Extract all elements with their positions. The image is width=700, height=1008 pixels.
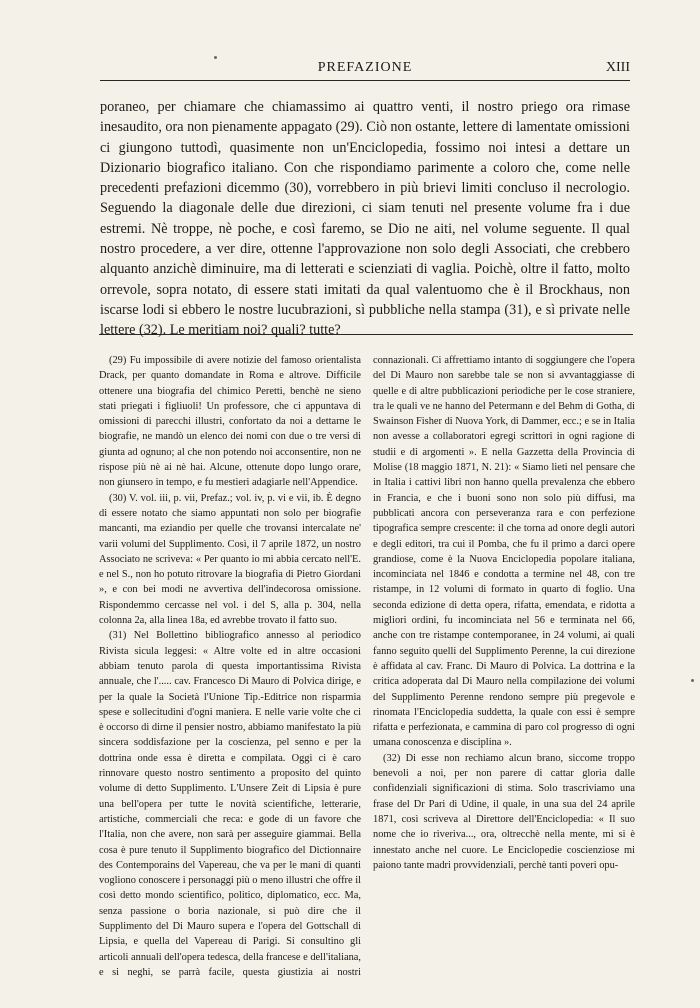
footnote-divider	[99, 334, 633, 335]
running-header	[100, 60, 630, 81]
footnote-31: (31) Nel Bollettino bibliografico annesso al periodico Rivista sicula leggesi: « Altre volte ed in altre occasioni abbiam tenuto parola di questa importantissima Rivista annuale, che l'..... cav. Francesco Di Mauro di Polvica dirige, e per la quale la Società l'Unione Tip.-Editrice non risparmia spese e sollecitudini d'ogni maniera. E nelle varie volte che ci è occorso di dirne il pensier nostro, abbiamo manifestato la più sincera soddisfazione per la coscienza, pel senno e per la dottrina onde essa è diretta e compilata. Oggi ci è caro rinnovare questo nostro sentimento a proposito del quinto volume di detto Supplimento. L'Unsere Zeit di Lipsia è pure una bell'opera per tutte le novità scientifiche, letterarie, artistiche, commerciali che reca: e gode di un favore che l'Italia, non che avere, non sarà per asseguire giammai. Bella cosa è pure tenuto il Supplimento biografico del Dictionnaire des Contemporains del Vapereau, che va per le mani di quanti vogliono conoscere i personaggi più o meno illustri che offre il così detto mondo scientifico, politico, diplomatico, ecc. Ma, senza passione o boria nazionale, si può dire che il Supplimento del Di Mauro supera e l'opera del Gottschall di Lipsia, e quella del Vapereau di Parigi. Si consultino gli articoli annuali dell'opera tedesca, della francese e dell'italiana, e si neghi, se parrà facile, questa giustizia ai nostri connazionali. Ci affrettiamo intanto di soggiungere che l'opera del Di Mauro non sarebbe tale se non si avvantaggiasse di quelle e di altre pubblicazioni periodiche per le cose straniere, tra le quali ve ne hanno del Petermann e del Behm di Gotha, di Swainson Fisher di Nuova York, di Dammer, ecc.; e se in Italia non avesse a collaboratori egregi scrittori in ogni ragione di studii e di argomenti ». E nella Gazzetta della Provincia di Molise (18 maggio 1871, N. 21): « Siamo lieti nel pensare che in Italia i cattivi libri non hanno quella prevalenza che ebbero in Francia, e che i buoni sono non solo più diffusi, ma pubblicati ancora con perseveranza rara e con perfezione tipografica sempre crescente: il che torna ad onore degli autori e degli editori, tra cui il Pomba, che fu il primo a darci opere grandiose, come è la Nuova Enciclopedia popolare italiana, incominciata nel 1846 e condotta a termine nel 48, con tre ristampe, in 12 volumi di formato in quarto di foglio. Una seconda edizione di detta opera, rifatta, emendata, e ridotta a migliori ordini, fu incominciata nel 56 e terminata nel 66, anche con tre ristampe contemporanee, in 24 volumi, ai quali fanno seguito quelli del Supplimento Perenne, la cui direzione è affidata al cav. Franc. Di Mauro di Polvica. La dottrina e la critica adoperata dal Di Mauro nella compilazione dei volumi del Supplimento Perenne rendono sempre più pregevole e rinomata l'Enciclopedia suddetta, la quale con essi è sempre rifatta e perfezionata, e cammina di paro col progresso di ogni umana conoscenza e disciplina ».	[99, 355, 635, 978]
footnote-30: (30) V. vol. iii, p. vii, Prefaz.; vol. iv, p. vi e vii, ib. È degno di essere notato che siamo appuntati non solo per biografie mancanti, ma eziandio per quelle che trovansi intercalate ne' varii volumi del Supplimento. Così, il 7 aprile 1872, un nostro Associato ne scriveva: « Per quanto io mi abbia cercato nell'E. e nel S., non ho potuto ritrovare la biografia di Pietro Giordani », e con bei modi ne avvertiva dell'indecorosa omissione. Rispondemmo cercasse nel vol. i del S, alla p. 304, nella colonna 2a, alla linea 18a, ed avrebbe trovato il fatto suo.	[99, 492, 361, 627]
main-text: poraneo, per chiamare che chiamassimo ai quattro venti, il nostro priego ora rimase inesaudito, ora non pienamente appagato (29). Ciò non ostante, lettere di lamentate omissioni ci giungono tuttodì, quasimente non un'Enciclopedia, fossimo noi intesi a dettare un Dizionario biografico italiano. Con che rispondiamo parimente a coloro che, come nelle precedenti prefazioni dicemmo (30), vorrebbero in più brievi limiti concluso il necrologio. Seguendo la diagonale delle due direzioni, ci siam tenuti nel presente volume fra i due estremi. Nè troppe, nè poche, e così faremo, se Dio ne aiti, nel volume seguente. Il qual nostro procedere, a ver dire, ottenne l'approvazione non solo degli Associati, che crebbero alquanto anzichè diminuire, ma di letterati e scienziati di vaglia. Poichè, oltre il fatto, molto orrevole, sopra notato, di essere stati imitati da qual valentuomo che è il Brockhaus, non iscarse lodi si ebbero le nostre lucubrazioni, sì pubbliche nella stampa (31), e sì private nelle lettere (32). Le meritiam noi? quali? tutte?	[100, 99, 630, 339]
footnotes	[99, 353, 635, 995]
footnote-32: (32) Di esse non rechiamo alcun brano, siccome troppo benevoli a noi, per non parere di cattar gloria dalle confidenziali significazioni di stima. Solo trascriviamo una frase del Dr Pari di Udine, il quale, in una sua del 24 aprile 1871, così scriveva al Direttore dell'Enciclopedia: « Il suo nome che io riveriva..., ora, oltrecchè nella mente, mi si è innestato anche nel cuore. Le Enciclopedie coscienziose mi paiono tante madri provvidenziali, perchè tanti poveri opu-	[373, 752, 635, 871]
footnote-29: (29) Fu impossibile di avere notizie del famoso orientalista Drack, per quanto domandate in Roma e altrove. Difficile ottenere una biografia del chimico Peretti, benchè ne sieno stati priegati i figliuoli! Un professore, che ci appuntava di omissioni di parecchi illustri, confortato da noi a dettarne le biografie, ne mandò un elenco dei nomi con due o tre versi di giunta ad ognuno; al che non potendo noi acconsentire, non ne rispose più nè ai nè hai. Alcune, ottenute dopo lungo orare, non giunsero in tempo, e fu mestieri adagiarle nell'Appendice.	[99, 355, 361, 489]
print-speck	[214, 56, 217, 59]
page-number: XIII	[605, 60, 630, 75]
header-title: PREFAZIONE	[317, 60, 413, 75]
print-speck	[691, 679, 694, 682]
